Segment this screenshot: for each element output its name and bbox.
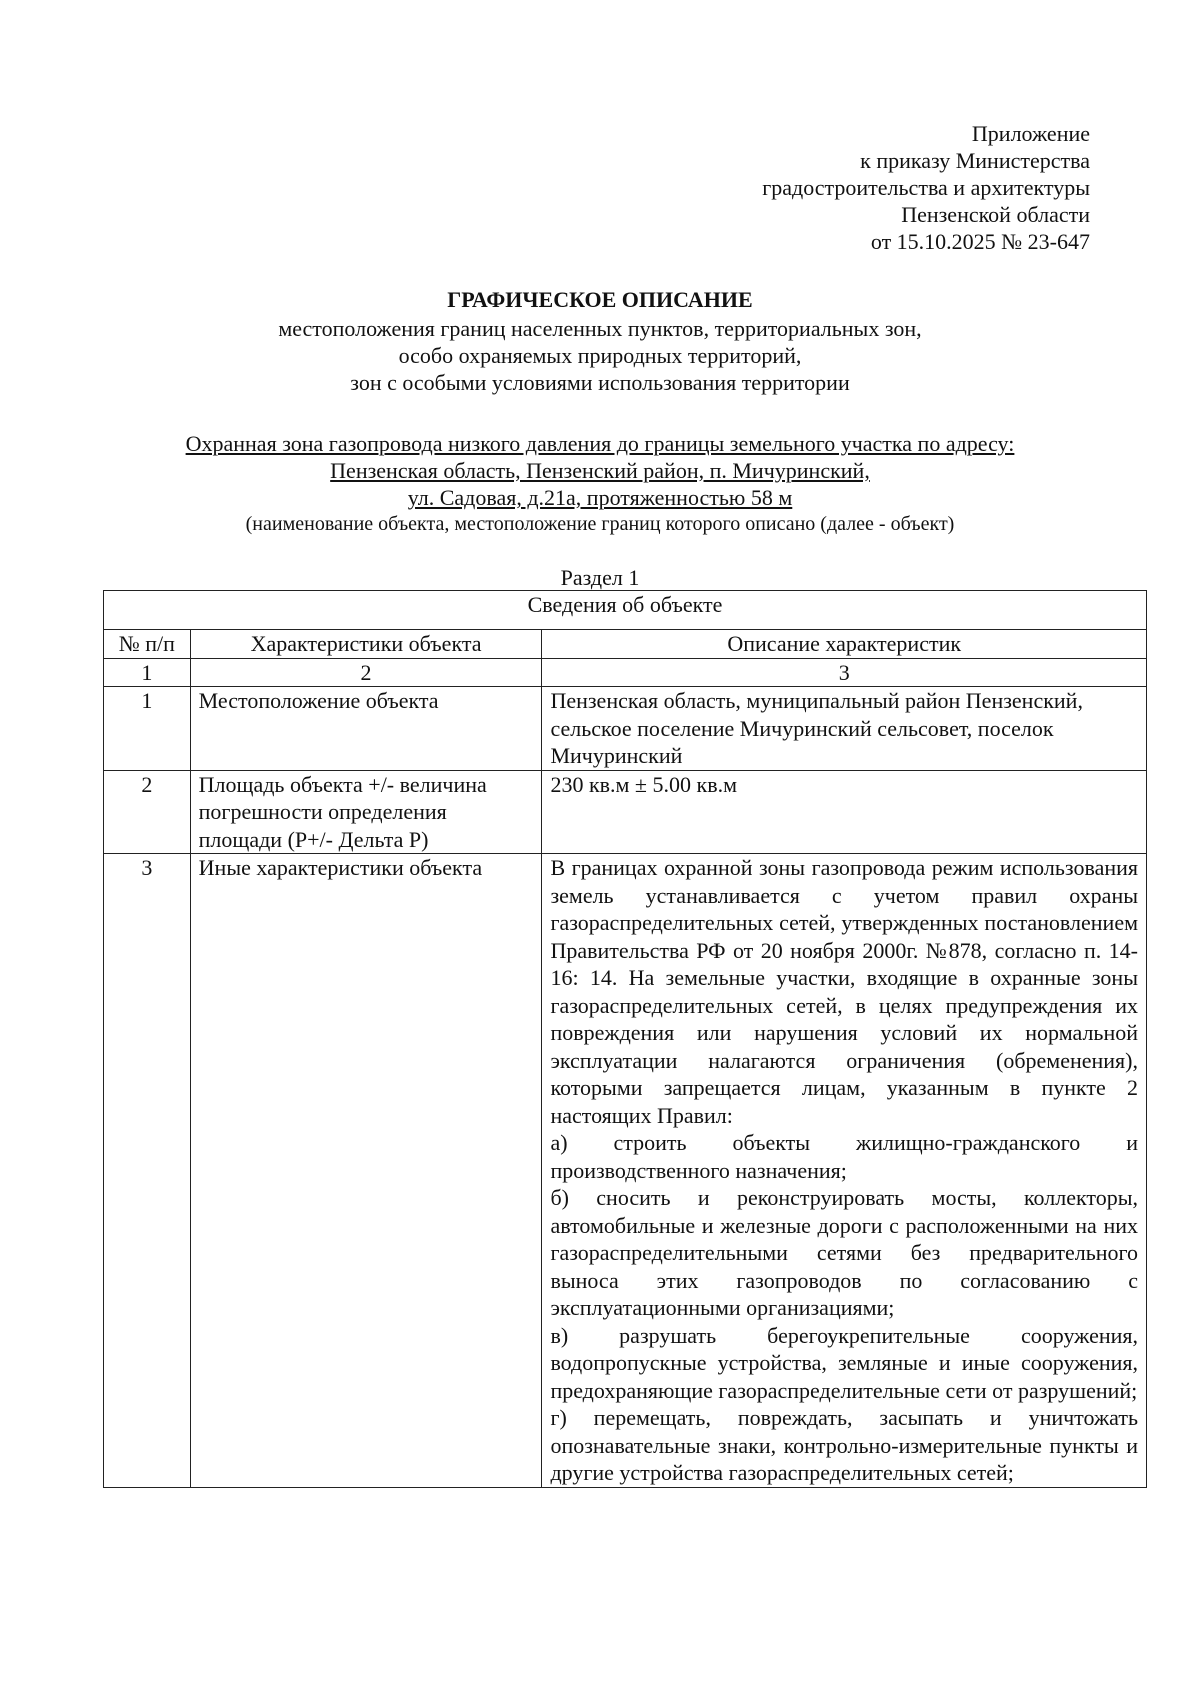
column-number-row xyxy=(104,658,1147,687)
description-paragraph: в) разрушать берегоукрепительные сооружения, водопропускные устройства, земляные и иные сооружения, предохраняющие газораспределительные сети от разрушений; xyxy=(550,1322,1138,1403)
description-paragraph: г) перемещать, повреждать, засыпать и уничтожать опознавательные знаки, контрольно-измерительные пункты и другие устройства газораспределительных сетей; xyxy=(550,1405,1138,1485)
object-info-table xyxy=(103,590,1147,1488)
object-name-line: ул. Садовая, д.21а, протяженностью 58 м xyxy=(407,485,793,510)
document-title: ГРАФИЧЕСКОЕ ОПИСАНИЕ xyxy=(447,287,753,312)
table-title: Сведения об объекте xyxy=(104,591,1147,630)
object-name-line: Охранная зона газопровода низкого давления до границы земельного участка по адресу: xyxy=(185,431,1015,456)
header-characteristic: Характеристики объекта xyxy=(190,630,542,659)
header-description: Описание характеристик xyxy=(542,630,1147,659)
table-row xyxy=(104,854,1147,1488)
column-number: 3 xyxy=(542,658,1147,687)
row-characteristic: Площадь объекта +/- величина погрешности определения площади (P+/- Дельта P) xyxy=(190,770,542,854)
description-paragraph: а) строить объекты жилищно-гражданского и производственного назначения; xyxy=(550,1130,1138,1183)
table-row xyxy=(104,687,1147,771)
object-name-line: Пензенская область, Пензенский район, п. Мичуринский, xyxy=(330,458,870,483)
appendix-line: к приказу Министерства xyxy=(860,148,1090,173)
appendix-line: градостроительства и архитектуры xyxy=(762,175,1090,200)
row-description: Пензенская область, муниципальный район Пензенский, сельское поселение Мичуринский сельсовет, поселок Мичуринский xyxy=(542,687,1147,771)
document-subtitle-line: местоположения границ населенных пунктов, территориальных зон, xyxy=(278,316,922,341)
appendix-line: Пензенской области xyxy=(901,202,1090,227)
appendix-order-date: от 15.10.2025 № 23-647 xyxy=(870,229,1090,254)
row-characteristic: Иные характеристики объекта xyxy=(190,854,542,1488)
header-number: № п/п xyxy=(104,630,191,659)
row-description: 230 кв.м ± 5.00 кв.м xyxy=(542,770,1147,854)
section-label: Раздел 1 xyxy=(560,565,640,590)
appendix-header xyxy=(530,120,1090,255)
column-number: 2 xyxy=(190,658,542,687)
table-header-row xyxy=(104,630,1147,659)
column-number: 1 xyxy=(104,658,191,687)
document-subtitle-line: особо охраняемых природных территорий, xyxy=(398,343,802,368)
document-subtitle-line: зон с особыми условиями использования территории xyxy=(350,370,850,395)
row-number: 1 xyxy=(104,687,191,771)
table-row xyxy=(104,770,1147,854)
table-title-row xyxy=(104,591,1147,630)
description-paragraph: В границах охранной зоны газопровода режим использования земель устанавливается с учетом правил охраны газораспределительных сетей, утвержденных постановлением Правительства РФ от 20 ноября 2000г. №878, согласно п. 14-16: 14. На земельные участки, входящие в охранные зоны газораспределительных сетей, в целях предупреждения их повреждения или нарушения условий их нормальной эксплуатации налагаются ограничения (обременения), которыми запрещается лицам, указанным в пункте 2 настоящих Правил: xyxy=(550,855,1138,1128)
row-number: 2 xyxy=(104,770,191,854)
document-title-block xyxy=(100,286,1100,396)
object-caption: (наименование объекта, местоположение границ которого описано (далее - объект) xyxy=(245,513,955,535)
row-characteristic: Местоположение объекта xyxy=(190,687,542,771)
row-number: 3 xyxy=(104,854,191,1488)
object-name-block xyxy=(100,430,1100,537)
appendix-line: Приложение xyxy=(971,121,1090,146)
description-paragraph: б) сносить и реконструировать мосты, коллекторы, автомобильные и железные дороги с расположенными на них газораспределительными сетями без предварительного выноса этих газопроводов по согласованию с эксплуатационными организациями; xyxy=(550,1185,1138,1320)
row-description xyxy=(542,854,1147,1488)
